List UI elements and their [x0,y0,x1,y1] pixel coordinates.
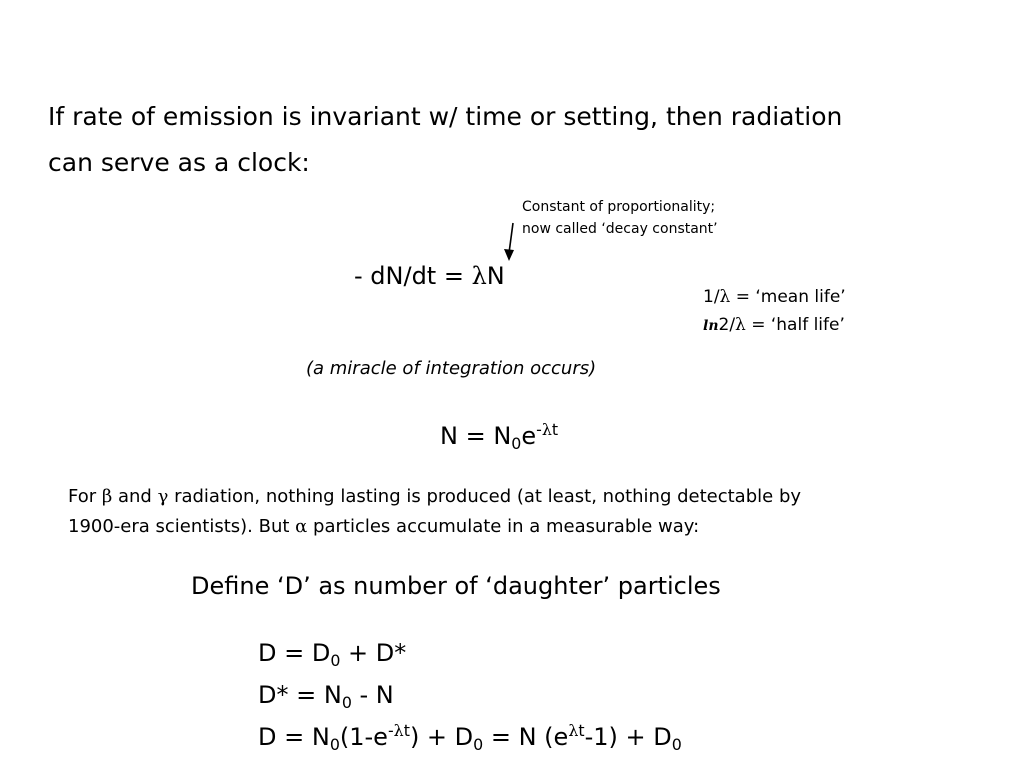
mean-life-line [703,283,846,311]
daughter-equations [258,632,682,758]
eq-part: (1-e [339,723,388,751]
eq-part: ) + D [409,723,474,751]
gamma-symbol: γ [157,486,169,507]
eq-part: -1) + D [584,723,672,751]
mean-life-prefix: 1/ [703,287,720,307]
eq-part: D* = N [258,681,342,709]
eq-part: D = N [258,723,330,751]
half-life-suffix: = ‘half life’ [745,315,845,335]
subscript-zero: 0 [473,734,484,754]
exponent-t: t [551,419,559,439]
subscript-zero: 0 [329,734,340,754]
intro-text [48,94,842,186]
paragraph-text: 1900-era scientists). But [68,516,296,537]
beta-symbol: β [101,486,113,507]
euler-e: e [521,422,537,450]
lambda-symbol: λ [568,720,579,740]
subscript-zero: 0 [341,692,352,712]
eq-part: + D* [340,639,407,667]
ln-symbol: ln [703,318,719,334]
subscript-zero: 0 [671,734,682,754]
annotation-arrow-icon [500,222,524,262]
lifetime-definitions [703,283,846,340]
lambda-symbol: λ [393,720,404,740]
alpha-symbol: α [295,516,308,537]
paragraph-text: For [68,486,102,507]
exponent [388,721,410,740]
mean-life-suffix: = ‘mean life’ [730,287,846,307]
annotation-line-2: now called ‘decay constant’ [522,221,718,237]
subscript-zero: 0 [511,433,522,453]
exponent [536,420,558,439]
exponent [568,721,584,740]
paragraph-line-2 [68,512,801,542]
decay-law-equation [440,419,559,453]
paragraph-text: radiation, nothing lasting is produced (at least, nothing detectable by [168,486,802,507]
eq-part: = N (e [483,723,569,751]
paragraph-text: particles accumulate in a measurable way: [307,516,700,537]
paragraph-text: and [112,486,158,507]
equation-2 [258,674,682,716]
exponent-minus: - [387,720,394,740]
eq-part: - N [351,681,394,709]
decay-law-lhs: N = N [440,422,512,450]
lambda-symbol: λ [719,287,731,307]
define-daughter-heading: Define ‘D’ as number of ‘daughter’ particles [191,572,721,600]
intro-line-1: If rate of emission is invariant w/ time or setting, then radiation [48,102,843,131]
lambda-symbol: λ [735,315,746,335]
paragraph-line-1 [68,482,801,512]
eq-part: D = D [258,639,331,667]
decay-constant-annotation [522,196,718,240]
half-life-prefix: 2/ [718,315,736,335]
half-life-line [703,311,846,340]
exponent-t: t [403,720,410,740]
lambda-symbol: λ [541,419,552,439]
miracle-note: (a miracle of integration occurs) [306,358,597,379]
rate-equation-left: - dN/dt = [354,262,472,290]
equation-1 [258,632,682,674]
intro-line-2: can serve as a clock: [48,148,310,177]
equation-3 [258,716,682,758]
exponent-t: t [578,720,585,740]
subscript-zero: 0 [330,650,341,670]
lambda-symbol: λ [471,262,487,290]
exponent-minus: - [536,419,542,439]
radiation-paragraph [68,482,801,542]
annotation-line-1: Constant of proportionality; [522,199,716,215]
rate-equation-right: N [486,262,505,290]
rate-equation [354,262,505,290]
